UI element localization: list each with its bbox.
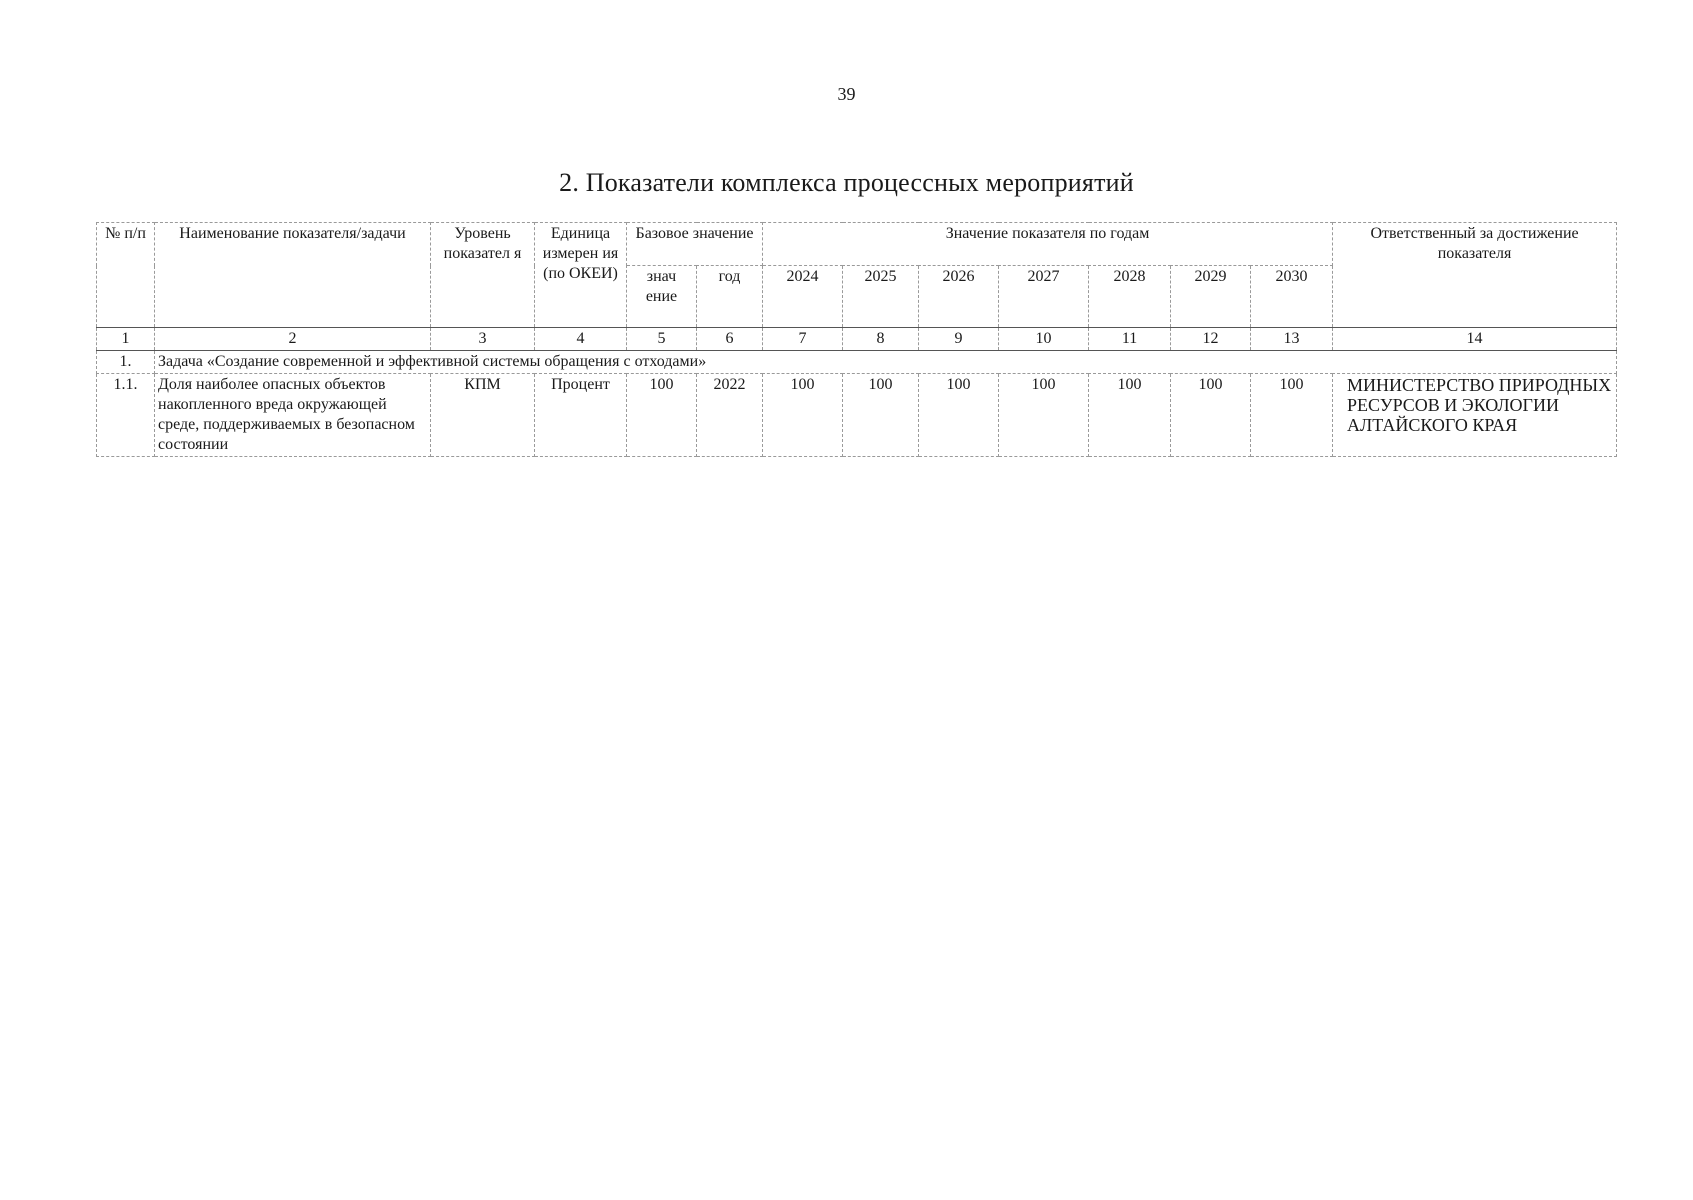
header-level: Уровень показател я xyxy=(431,223,535,328)
column-number: 4 xyxy=(535,328,627,351)
header-num: № п/п xyxy=(97,223,155,328)
header-year-2027: 2027 xyxy=(999,266,1089,328)
row-value-2028: 100 xyxy=(1089,374,1171,457)
column-numbers-row xyxy=(97,328,1617,351)
row-level: КПМ xyxy=(431,374,535,457)
header-years-group: Значение показателя по годам xyxy=(763,223,1333,266)
column-number: 12 xyxy=(1171,328,1251,351)
header-row-top xyxy=(97,223,1617,266)
column-number: 2 xyxy=(155,328,431,351)
header-year-2024: 2024 xyxy=(763,266,843,328)
header-year-2026: 2026 xyxy=(919,266,999,328)
task-text: Задача «Создание современной и эффективной системы обращения с отходами» xyxy=(155,351,1617,374)
row-responsible: МИНИСТЕРСТВО ПРИРОДНЫХ РЕСУРСОВ И ЭКОЛОГИИ АЛТАЙСКОГО КРАЯ xyxy=(1333,374,1617,457)
row-base-value: 100 xyxy=(627,374,697,457)
header-base: Базовое значение xyxy=(627,223,763,266)
header-base-year: год xyxy=(697,266,763,328)
row-value-2024: 100 xyxy=(763,374,843,457)
column-number: 7 xyxy=(763,328,843,351)
column-number: 11 xyxy=(1089,328,1171,351)
page-number: 39 xyxy=(837,84,856,104)
row-indicator-name: Доля наиболее опасных объектов накопленного вреда окружающей среде, поддерживаемых в безопасном состоянии xyxy=(155,374,431,457)
task-num: 1. xyxy=(97,351,155,374)
row-base-year: 2022 xyxy=(697,374,763,457)
column-number: 9 xyxy=(919,328,999,351)
table-row xyxy=(97,374,1617,457)
header-year-2030: 2030 xyxy=(1251,266,1333,328)
column-number: 6 xyxy=(697,328,763,351)
column-number: 10 xyxy=(999,328,1089,351)
column-number: 5 xyxy=(627,328,697,351)
row-value-2025: 100 xyxy=(843,374,919,457)
header-name: Наименование показателя/задачи xyxy=(155,223,431,328)
section-title: 2. Показатели комплекса процессных мероприятий xyxy=(559,168,1134,197)
row-value-2029: 100 xyxy=(1171,374,1251,457)
header-year-2028: 2028 xyxy=(1089,266,1171,328)
header-year-2025: 2025 xyxy=(843,266,919,328)
indicators-table xyxy=(96,222,1617,457)
row-unit: Процент xyxy=(535,374,627,457)
row-value-2030: 100 xyxy=(1251,374,1333,457)
header-base-value: знач ение xyxy=(627,266,697,328)
row-value-2026: 100 xyxy=(919,374,999,457)
column-number: 1 xyxy=(97,328,155,351)
row-value-2027: 100 xyxy=(999,374,1089,457)
header-year-2029: 2029 xyxy=(1171,266,1251,328)
header-unit: Единица измерен ия (по ОКЕИ) xyxy=(535,223,627,328)
column-number: 8 xyxy=(843,328,919,351)
header-responsible: Ответственный за достижение показателя xyxy=(1333,223,1617,328)
row-num: 1.1. xyxy=(97,374,155,457)
column-number: 13 xyxy=(1251,328,1333,351)
column-number: 3 xyxy=(431,328,535,351)
column-number: 14 xyxy=(1333,328,1617,351)
task-row xyxy=(97,351,1617,374)
